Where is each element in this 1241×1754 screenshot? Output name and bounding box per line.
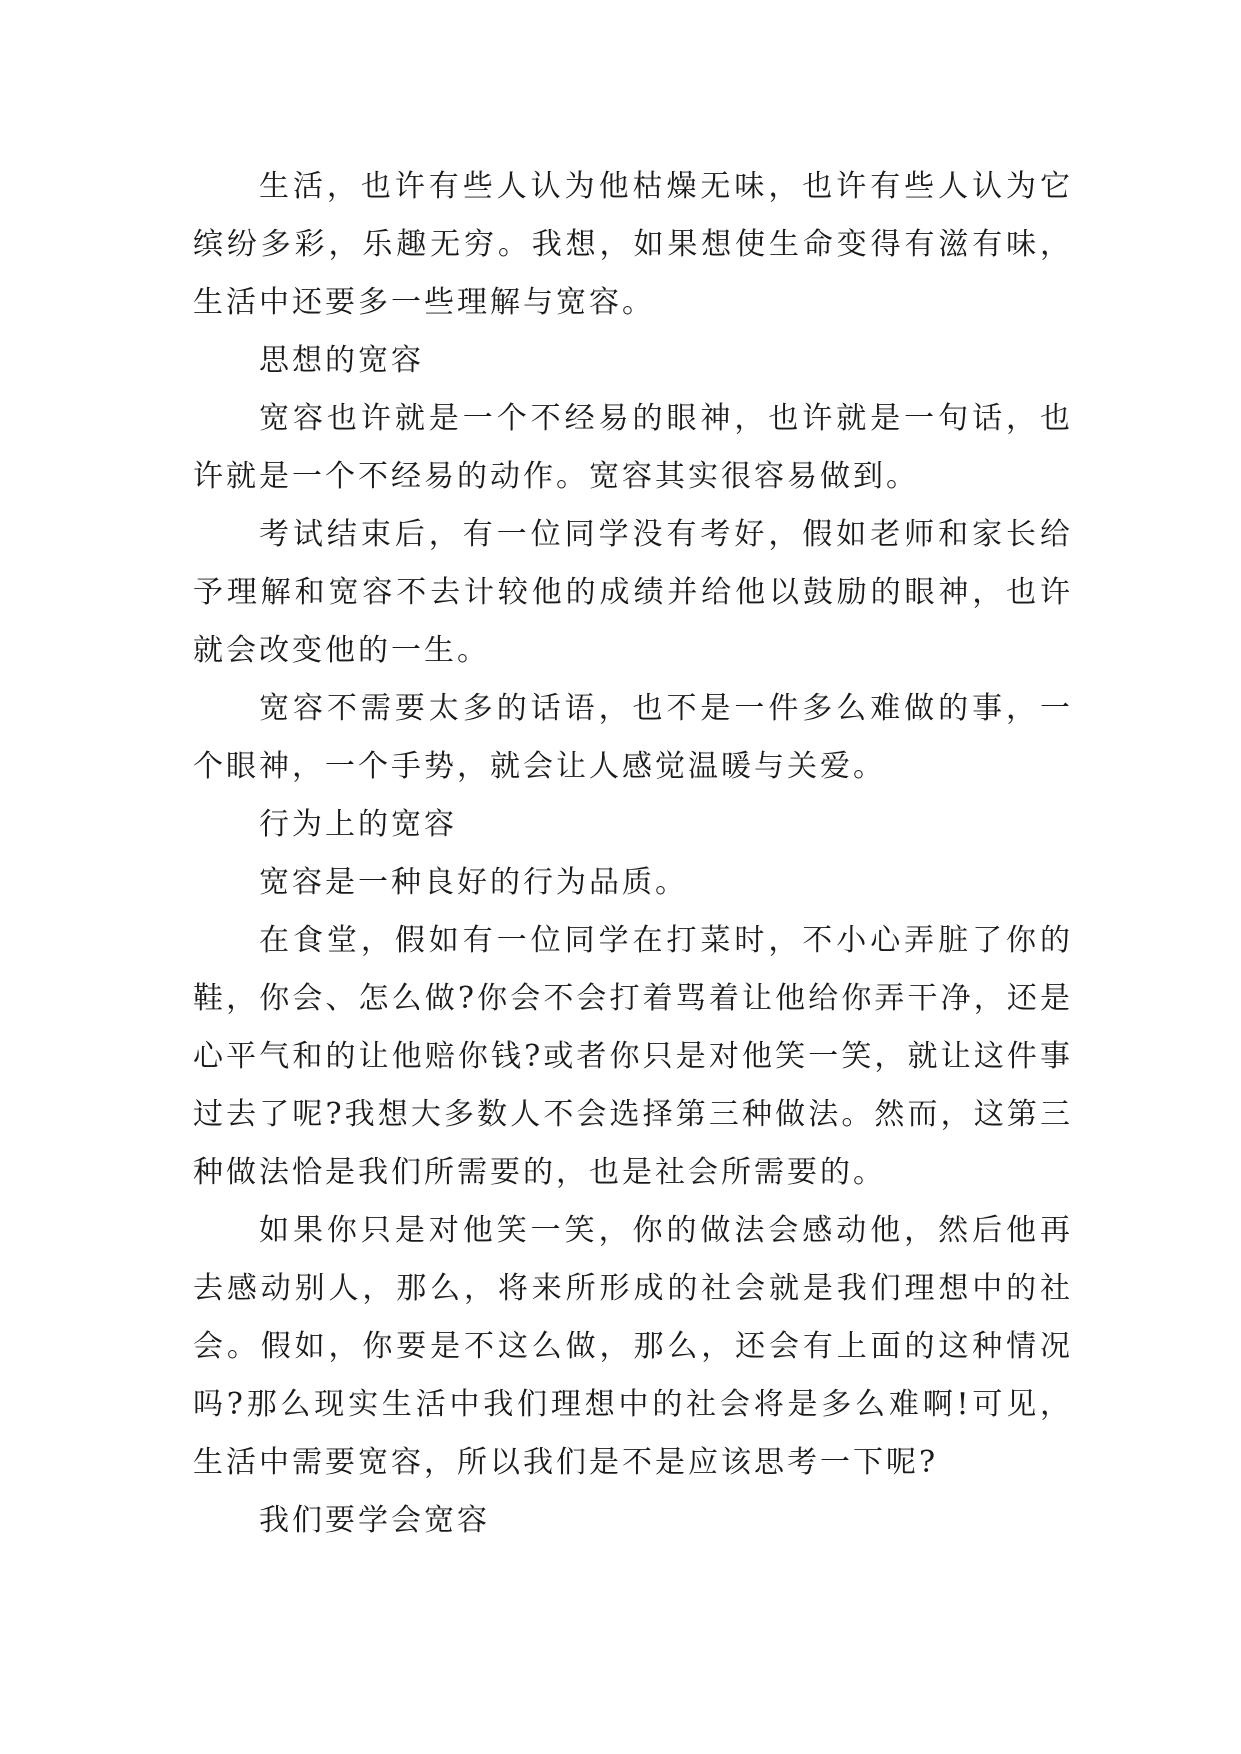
paragraph-canteen-example: 在食堂，假如有一位同学在打菜时，不小心弄脏了你的鞋，你会、怎么做?你会不会打着骂着让他给你弄干净，还是心平气和的让他赔你钱?或者你只是对他笑一笑，就让这件事过去了呢?我想大多数人不会选择第三种做法。然而，这第三种做法恰是我们所需要的，也是社会所需要的。 — [193, 923, 1073, 1190]
section-heading-learn-tolerance: 我们要学会宽容 — [259, 1503, 490, 1538]
section-heading-thought-tolerance: 思想的宽容 — [259, 343, 424, 378]
paragraph-tolerance-easy: 宽容也许就是一个不经易的眼神，也许就是一句话，也许就是一个不经易的动作。宽容其实很容易做到。 — [193, 401, 1073, 494]
paragraph-quality: 宽容是一种良好的行为品质。 — [259, 865, 688, 900]
section-heading-behavior-tolerance: 行为上的宽容 — [259, 807, 457, 842]
paragraph-intro: 生活，也许有些人认为他枯燥无味，也许有些人认为它缤纷多彩，乐趣无穷。我想，如果想使生命变得有滋有味，生活中还要多一些理解与宽容。 — [193, 169, 1073, 320]
document-body — [193, 158, 1073, 1550]
paragraph-society: 如果你只是对他笑一笑，你的做法会感动他，然后他再去感动别人，那么，将来所形成的社会就是我们理想中的社会。假如，你要是不这么做，那么，还会有上面的这种情况吗?那么现实生活中我们理想中的社会将是多么难啊!可见，生活中需要宽容，所以我们是不是应该思考一下呢? — [193, 1213, 1073, 1480]
paragraph-gesture: 宽容不需要太多的话语，也不是一件多么难做的事，一个眼神，一个手势，就会让人感觉温暖与关爱。 — [193, 691, 1073, 784]
paragraph-exam-example: 考试结束后，有一位同学没有考好，假如老师和家长给予理解和宽容不去计较他的成绩并给他以鼓励的眼神，也许就会改变他的一生。 — [193, 517, 1073, 668]
